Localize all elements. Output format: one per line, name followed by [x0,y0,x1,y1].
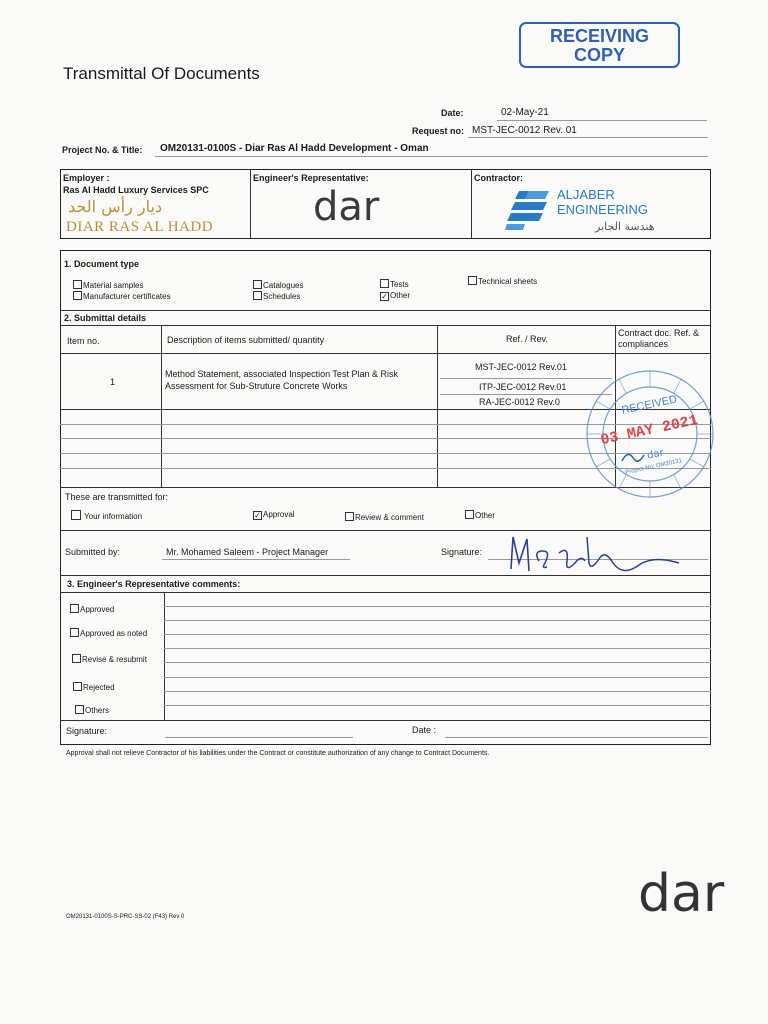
checkbox[interactable] [73,682,82,691]
checkbox[interactable] [73,280,82,289]
stamp-line-2: COPY [573,45,625,65]
row-desc-1: Method Statement, associated Inspection Test Plan & Risk [165,369,398,379]
doc-type-catalogues[interactable]: Catalogues [253,280,303,290]
stamp-brand: dar [646,447,665,462]
request-value: MST-JEC-0012 Rev. 01 [472,125,577,136]
date-underline [497,120,707,121]
doc-type-technical[interactable]: Technical sheets [468,276,537,286]
row-desc-2: Assessment for Sub-Struture Concrete Works [165,381,348,391]
doc-type-schedules[interactable]: Schedules [253,291,300,301]
checkbox[interactable] [71,510,81,520]
received-stamp [584,364,716,504]
date-value: 02-May-21 [501,107,549,118]
project-value: OM20131-0100S - Diar Ras Al Hadd Development - Oman [160,143,429,154]
project-underline [155,156,708,157]
ref-3: RA-JEC-0012 Rev.0 [479,397,560,407]
transmitted-other[interactable]: Other [465,510,495,520]
aljaber-logo-text-2: ENGINEERING [557,202,649,217]
checkbox[interactable] [253,280,262,289]
stamp-received-text: RECEIVED [620,393,679,417]
aljaber-logo-arabic: هندسة الجابر [595,220,655,233]
doc-type-other[interactable]: ✓ Other [381,291,411,301]
receiving-copy-stamp [519,22,680,68]
comment-date-label: Date : [412,725,437,735]
aljaber-logo-icon [505,188,555,232]
transmitted-approval[interactable]: ✓ Approval [254,510,295,520]
employer-label: Employer : [63,173,110,183]
transmitted-review[interactable]: Review & comment [345,512,424,522]
comment-revise[interactable]: Revise & resubmit [72,654,147,664]
comment-approved[interactable]: Approved [70,604,114,614]
transmitted-info[interactable]: Your information [71,510,142,521]
transmitted-label: These are transmitted for: [65,492,169,502]
checkbox[interactable] [465,510,474,519]
checkbox[interactable] [72,654,81,663]
comment-others[interactable]: Others [75,705,109,715]
stamp-line-1: RECEIVING [549,26,650,46]
comments-heading: 3. Engineer's Representative comments: [67,579,241,589]
engineer-label: Engineer's Representative: [253,173,369,183]
submittal-heading: 2. Submittal details [64,313,147,323]
checkbox[interactable] [345,512,354,521]
project-label: Project No. & Title: [62,145,143,155]
doc-type-heading: 1. Document type [64,259,140,269]
employer-name: Ras Al Hadd Luxury Services SPC [63,185,209,195]
footer-dar-logo: dar [638,864,725,924]
page-title: Transmittal Of Documents [63,64,260,83]
col-item-no: Item no. [67,336,100,346]
request-underline [468,137,708,138]
footnote: Approval shall not relieve Contractor of his liabilities under the Contract or constitute authorization of any change to Contract Documents. [66,750,490,757]
col-contract-1: Contract doc. Ref. & [618,328,700,338]
checkbox-checked[interactable]: ✓ [254,511,261,520]
submitted-label: Submitted by: [65,547,121,557]
date-label: Date: [441,108,464,118]
doc-type-tests[interactable]: Tests [380,279,409,289]
doc-type-manufacturer[interactable]: Manufacturer certificates [73,291,171,301]
col-ref: Ref. / Rev. [506,334,548,344]
dar-logo: dar [313,184,380,230]
diar-logo-text: DIAR RAS AL HADD [66,219,214,235]
col-contract-2: compliances [618,339,669,349]
aljaber-logo-text-1: ALJABER [557,187,615,202]
ref-2: ITP-JEC-0012 Rev.01 [479,382,567,392]
submitted-value: Mr. Mohamed Saleem - Project Manager [166,547,329,557]
checkbox-checked[interactable]: ✓ [381,292,388,301]
checkbox[interactable] [253,291,262,300]
stamp-date: 03 MAY 2021 [599,411,700,450]
signature-label: Signature: [441,547,483,557]
diar-logo-arabic: ديار رأس الحد [68,197,163,216]
request-label: Request no: [412,126,465,136]
checkbox[interactable] [73,291,82,300]
stamp-signature [622,454,644,461]
checkbox[interactable] [380,279,389,288]
handwritten-signature [505,533,690,577]
col-description: Description of items submitted/ quantity [167,335,325,345]
checkbox[interactable] [70,628,79,637]
comment-approved-noted[interactable]: Approved as noted [70,628,147,638]
footer-code: OM20131-0100S-S-PRC-SS-02 (F43) Rev 0 [66,914,185,920]
stamp-project: Project No: OM20131 [624,458,683,476]
checkbox[interactable] [75,705,84,714]
comment-signature-label: Signature: [66,726,108,736]
checkbox[interactable] [70,604,79,613]
checkbox[interactable] [468,276,477,285]
comment-rejected[interactable]: Rejected [73,682,115,692]
doc-type-material[interactable]: Material samples [73,280,143,290]
row-item-no: 1 [110,377,116,387]
contractor-label: Contractor: [474,173,523,183]
ref-1: MST-JEC-0012 Rev.01 [475,362,567,372]
